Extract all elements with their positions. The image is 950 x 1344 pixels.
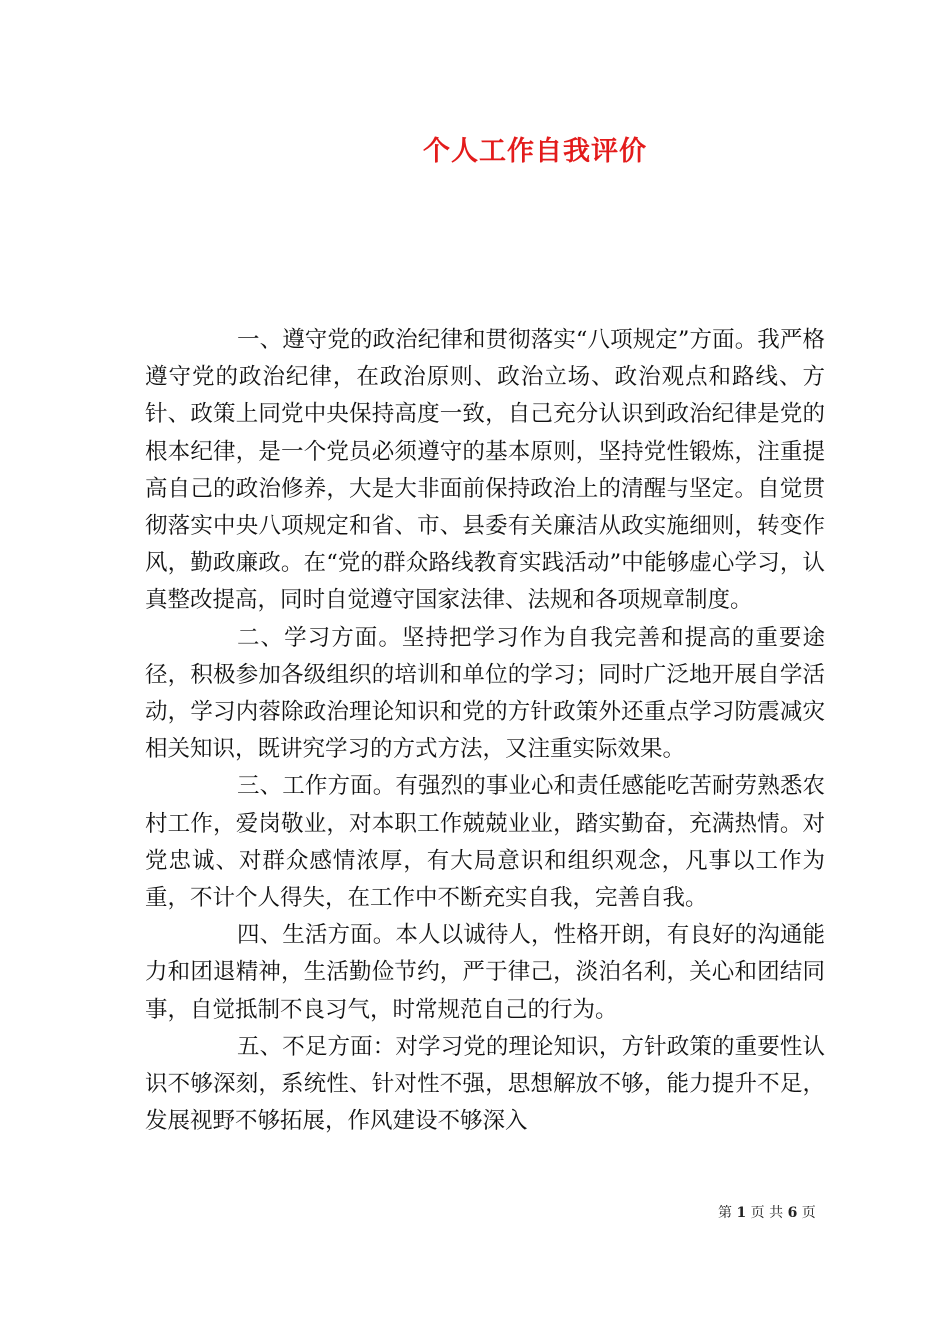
document-title: 个人工作自我评价 xyxy=(423,136,647,167)
footer-prefix: 第 xyxy=(718,1205,732,1221)
paragraph-shortcomings: 五、不足方面：对学习党的理论知识，方针政策的重要性认识不够深刻，系统性、针对性不强，思想解放不够，能力提升不足，发展视野不够拓展，作风建设不够深入 xyxy=(145,1033,825,1135)
paragraph-life: 四、生活方面。本人以诚待人，性格开朗，有良好的沟通能力和团退精神，生活勤俭节约，严于律己，淡泊名利，关心和团结同事，自觉抵制不良习气，时常规范自己的行为。 xyxy=(145,922,825,1023)
paragraph-study: 二、学习方面。坚持把学习作为自我完善和提高的重要途径，积极参加各级组织的培训和单位的学习；同时广泛地开展自学活动，学习内蓉除政治理论知识和党的方针政策外还重点学习防震减灾相关知识，既讲究学习的方式方法，又注重实际效果。 xyxy=(145,624,825,763)
document-body xyxy=(145,322,825,1140)
paragraph-work: 三、工作方面。有强烈的事业心和责任感能吃苦耐劳熟悉农村工作，爱岗敬业，对本职工作兢兢业业，踏实勤奋，充满热情。对党忠诚、对群众感情浓厚，有大局意识和组织观念，凡事以工作为重，不计个人得失，在工作中不断充实自我，完善自我。 xyxy=(145,773,825,912)
page-number-footer xyxy=(718,1203,816,1223)
footer-suffix: 页 xyxy=(801,1205,816,1221)
footer-total-pages: 6 xyxy=(787,1205,798,1221)
footer-current-page: 1 xyxy=(736,1205,747,1221)
paragraph-political-discipline: 一、遵守党的政治纪律和贯彻落实“八项规定”方面。我严格遵守党的政治纪律，在政治原则、政治立场、政治观点和路线、方针、政策上同党中央保持高度一致，自己充分认识到政治纪律是党的根本纪律，是一个党员必须遵守的基本原则，坚持党性锻炼，注重提高自己的政治修养，大是大非面前保持政治上的清醒与坚定。自觉贯彻落实中央八项规定和省、市、县委有关廉洁从政实施细则，转变作风，勤政廉政。在“党的群众路线教育实践活动”中能够虚心学习，认真整改提高，同时自觉遵守国家法律、法规和各项规章制度。 xyxy=(145,327,825,614)
footer-middle: 页 共 xyxy=(750,1205,784,1221)
